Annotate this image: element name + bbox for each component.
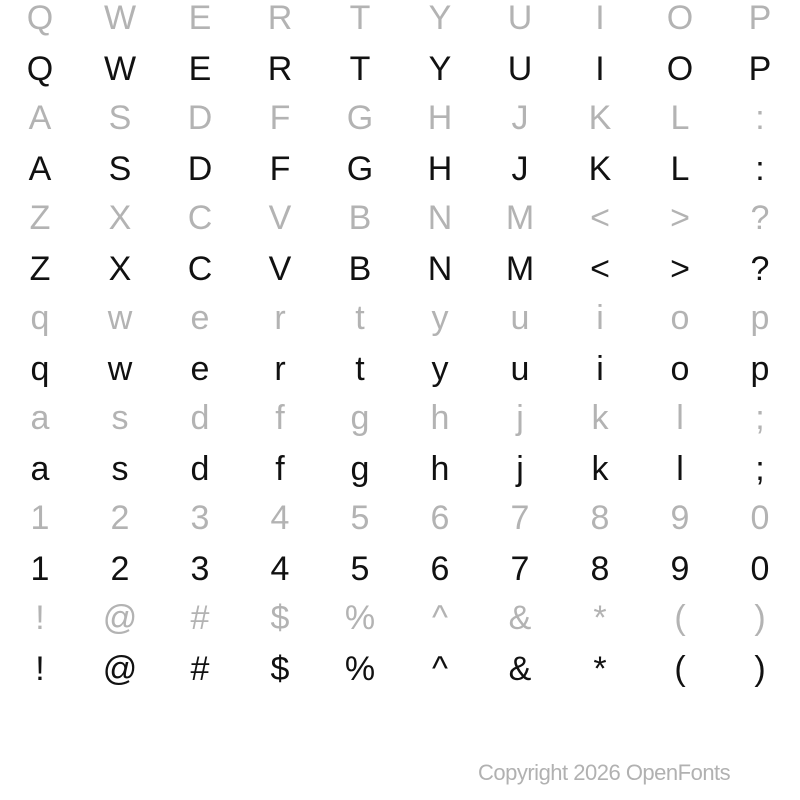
glyph-cell-black: Q (26, 50, 54, 88)
glyph-cell-gray: * (593, 599, 607, 637)
glyph-cell-black: l (676, 450, 684, 488)
glyph-cell-black: G (346, 150, 374, 188)
glyph-cell-black: J (511, 150, 529, 188)
glyph-cell-gray: % (344, 599, 376, 637)
glyph-cell-gray: e (190, 299, 210, 337)
glyph-cell-black: F (269, 150, 291, 188)
glyph-cell-gray: 3 (190, 499, 210, 537)
glyph-cell-gray: @ (102, 599, 138, 637)
glyph-row-uppercase-top-row-gray (0, 0, 800, 43)
glyph-cell-gray: 7 (510, 499, 530, 537)
glyph-cell-gray: : (755, 99, 765, 137)
glyph-cell-black: ? (750, 250, 770, 288)
glyph-cell-gray: T (349, 0, 371, 37)
glyph-cell-black: H (427, 150, 453, 188)
glyph-cell-black: u (510, 350, 530, 388)
glyph-cell-black: $ (270, 650, 290, 688)
glyph-cell-black: % (344, 650, 376, 688)
glyph-cell-black: y (431, 350, 449, 388)
glyph-cell-gray: w (107, 299, 133, 337)
glyph-row-lowercase-top-row-gray (0, 293, 800, 343)
glyph-cell-gray: y (431, 299, 449, 337)
glyph-cell-black: p (750, 350, 770, 388)
glyph-cell-gray: k (591, 399, 609, 437)
glyph-cell-black: X (108, 250, 132, 288)
glyph-cell-black: : (755, 150, 765, 188)
glyph-cell-black: C (187, 250, 213, 288)
glyph-cell-black: D (187, 150, 213, 188)
glyph-cell-black: s (111, 450, 129, 488)
glyph-cell-black: 9 (670, 550, 690, 588)
glyph-cell-gray: f (275, 399, 285, 437)
glyph-cell-black: I (595, 50, 605, 88)
glyph-cell-black: 0 (750, 550, 770, 588)
glyph-row-uppercase-bottom-row-black (0, 244, 800, 294)
glyph-cell-black: & (508, 650, 532, 688)
glyph-cell-gray: j (516, 399, 524, 437)
glyph-cell-black: ) (754, 650, 766, 688)
glyph-cell-gray: r (274, 299, 286, 337)
glyph-cell-gray: P (748, 0, 772, 37)
glyph-cell-gray: U (507, 0, 533, 37)
glyph-cell-gray: Y (428, 0, 452, 37)
glyph-cell-gray: p (750, 299, 770, 337)
glyph-row-symbols-row-black (0, 644, 800, 694)
glyph-cell-gray: F (269, 99, 291, 137)
glyph-cell-black: h (430, 450, 450, 488)
glyph-cell-gray: C (187, 199, 213, 237)
glyph-cell-gray: B (348, 199, 372, 237)
glyph-cell-gray: Q (26, 0, 54, 37)
glyph-cell-gray: # (190, 599, 210, 637)
glyph-cell-black: @ (102, 650, 138, 688)
glyph-cell-gray: E (188, 0, 212, 37)
glyph-cell-gray: W (103, 0, 137, 37)
glyph-cell-gray: > (670, 199, 690, 237)
glyph-cell-gray: O (666, 0, 694, 37)
glyph-cell-gray: < (590, 199, 610, 237)
glyph-cell-black: 4 (270, 550, 290, 588)
glyph-cell-gray: l (676, 399, 684, 437)
glyph-cell-black: ; (755, 450, 765, 488)
glyph-cell-black: j (516, 450, 524, 488)
glyph-cell-black: 8 (590, 550, 610, 588)
glyph-cell-black: ( (674, 650, 686, 688)
glyph-cell-black: q (30, 350, 50, 388)
copyright-text: Copyright 2026 OpenFonts (478, 760, 731, 785)
glyph-cell-gray: d (190, 399, 210, 437)
glyph-row-uppercase-top-row-black (0, 44, 800, 94)
glyph-cell-black: ^ (432, 650, 448, 688)
glyph-cell-gray: ( (674, 599, 686, 637)
glyph-cell-black: M (505, 250, 535, 288)
glyph-cell-gray: D (187, 99, 213, 137)
glyph-cell-gray: ) (754, 599, 766, 637)
glyph-cell-black: Z (29, 250, 51, 288)
glyph-cell-black: k (591, 450, 609, 488)
glyph-cell-gray: & (508, 599, 532, 637)
glyph-cell-gray: H (427, 99, 453, 137)
glyph-cell-gray: 6 (430, 499, 450, 537)
glyph-cell-black: 6 (430, 550, 450, 588)
glyph-row-symbols-row-gray (0, 593, 800, 643)
glyph-cell-gray: G (346, 99, 374, 137)
glyph-cell-black: 5 (350, 550, 370, 588)
glyph-cell-gray: J (511, 99, 529, 137)
glyph-row-digits-row-gray (0, 493, 800, 543)
glyph-cell-black: a (30, 450, 50, 488)
glyph-cell-black: o (670, 350, 690, 388)
glyph-cell-gray: ? (750, 199, 770, 237)
glyph-cell-gray: ^ (432, 599, 448, 637)
glyph-row-lowercase-home-row-gray (0, 393, 800, 443)
glyph-cell-gray: i (596, 299, 604, 337)
glyph-cell-black: i (596, 350, 604, 388)
glyph-cell-gray: $ (270, 599, 290, 637)
glyph-cell-black: 1 (30, 550, 50, 588)
glyph-row-uppercase-home-row-gray (0, 93, 800, 143)
glyph-cell-gray: S (108, 99, 132, 137)
glyph-cell-black: r (274, 350, 286, 388)
glyph-cell-black: E (188, 50, 212, 88)
glyph-cell-black: T (349, 50, 371, 88)
glyph-cell-black: O (666, 50, 694, 88)
glyph-cell-black: B (348, 250, 372, 288)
glyph-cell-black: Y (428, 50, 452, 88)
glyph-cell-gray: K (588, 99, 612, 137)
glyph-cell-gray: a (30, 399, 50, 437)
glyph-cell-black: P (748, 50, 772, 88)
glyph-cell-black: 2 (110, 550, 130, 588)
glyph-cell-gray: V (268, 199, 292, 237)
glyph-cell-gray: Z (29, 199, 51, 237)
glyph-cell-gray: 1 (30, 499, 50, 537)
glyph-cell-gray: L (670, 99, 690, 137)
glyph-cell-black: W (103, 50, 137, 88)
glyph-cell-gray: N (427, 199, 453, 237)
glyph-row-lowercase-home-row-black (0, 444, 800, 494)
glyph-cell-black: f (275, 450, 285, 488)
glyph-row-uppercase-bottom-row-gray (0, 193, 800, 243)
glyph-cell-gray: o (670, 299, 690, 337)
glyph-cell-gray: ! (35, 599, 45, 637)
glyph-cell-black: K (588, 150, 612, 188)
glyph-cell-black: A (28, 150, 52, 188)
glyph-cell-black: w (107, 350, 133, 388)
glyph-cell-gray: ; (755, 399, 765, 437)
glyph-cell-gray: 5 (350, 499, 370, 537)
glyph-cell-black: L (670, 150, 690, 188)
glyph-cell-black: S (108, 150, 132, 188)
glyph-cell-black: N (427, 250, 453, 288)
glyph-cell-gray: X (108, 199, 132, 237)
glyph-row-uppercase-home-row-black (0, 144, 800, 194)
glyph-cell-black: < (590, 250, 610, 288)
glyph-cell-black: e (190, 350, 210, 388)
glyph-row-digits-row-black (0, 544, 800, 594)
glyph-cell-black: > (670, 250, 690, 288)
glyph-cell-gray: I (595, 0, 605, 37)
glyph-cell-gray: s (111, 399, 129, 437)
glyph-cell-gray: t (355, 299, 365, 337)
glyph-cell-gray: 0 (750, 499, 770, 537)
glyph-cell-black: ! (35, 650, 45, 688)
glyph-cell-gray: q (30, 299, 50, 337)
glyph-row-lowercase-top-row-black (0, 344, 800, 394)
glyph-cell-gray: 2 (110, 499, 130, 537)
glyph-cell-gray: g (350, 399, 370, 437)
glyph-cell-black: R (267, 50, 293, 88)
glyph-cell-black: * (593, 650, 607, 688)
glyph-cell-black: 7 (510, 550, 530, 588)
glyph-cell-gray: 8 (590, 499, 610, 537)
glyph-cell-gray: u (510, 299, 530, 337)
glyph-cell-black: 3 (190, 550, 210, 588)
glyph-cell-black: V (268, 250, 292, 288)
glyph-cell-black: d (190, 450, 210, 488)
glyph-cell-gray: R (267, 0, 293, 37)
glyph-cell-gray: M (505, 199, 535, 237)
glyph-cell-gray: 9 (670, 499, 690, 537)
glyph-cell-gray: 4 (270, 499, 290, 537)
glyph-cell-black: g (350, 450, 370, 488)
glyph-cell-black: U (507, 50, 533, 88)
glyph-cell-gray: h (430, 399, 450, 437)
glyph-cell-gray: A (28, 99, 52, 137)
glyph-cell-black: # (190, 650, 210, 688)
glyph-cell-black: t (355, 350, 365, 388)
